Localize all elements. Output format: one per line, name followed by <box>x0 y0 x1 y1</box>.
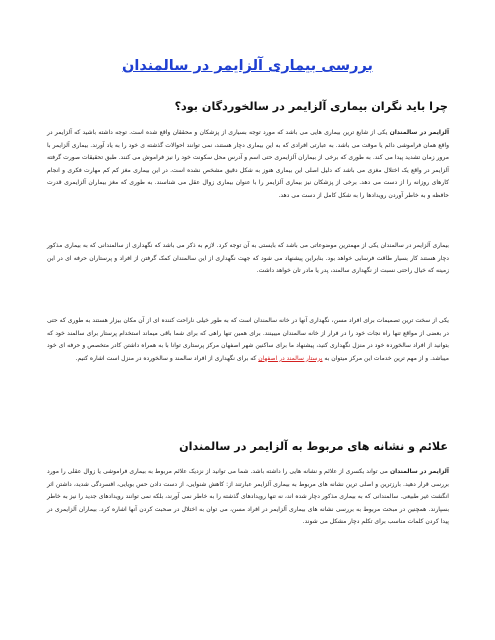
paragraph-symptoms <box>47 466 449 529</box>
paragraph-text: که برای نگهداری از افراد سالمند و سالخورده در منزل است اشاره کنیم. <box>75 354 259 362</box>
paragraph-nursing-service <box>47 315 449 365</box>
section-heading-why-worry: چرا باید نگران بیماری آلزایمر در سالخوردگان بود؟ <box>174 100 448 113</box>
paragraph-alzheimer-intro <box>47 127 449 202</box>
section-heading-symptoms: علائم و نشانه های مربوط به آلزایمر در سالمندان <box>179 440 448 453</box>
paragraph-caregiving: بیماری آلزایمر در سالمندان یکی از مهمترین موضوعاتی می باشد که بایستی به آن توجه کرد. لازم به ذکر می باشد که نگهداری از سالمندانی که به بیماری مذکور دچار هستند کار بسیار طاقت فرسایی خواهد بود. بنابراین پیشنهاد می شود که جهت نگهداری از این سالمندان کمک گرفتن از افراد و پرستاران حرفه ای در این زمینه که خیال راحتی نسبت از نگهداری سالمند، پدر یا مادر تان خواهد داشت. <box>47 242 449 274</box>
paragraph-text: یکی از سخت ترین تصمیمات برای افراد مسن، نگهداری آنها در خانه سالمندان است که به طور خیلی ناراحت کننده ای از آن مکان بیزار هستند به طوری که حتی در بعضی از مواقع تنها راه نجات خود را در فرار از خانه سالمندان میبینند. برای همین تنها راهی که برای شما باقی میماند استخدام پرستار برای سالمند خود که بتوانید از افراد سالخورده خود در منزل نگهداری کنید، پیشنهاد ما برای ساکنین شهر اصفهان مرکز پرستاری توانا با به همراه داشتن کادر متخصص و حرفه ای خود میباشد. و از مهم ترین خدمات این مرکز میتوان به <box>47 317 449 362</box>
paragraph-text: می تواند یکسری از علائم و نشانه هایی را داشته باشد. شما می توانید از نزدیک علائم مربوط به بیماری فراموشی یا زوال عقلی را مورد بررسی قرار دهید. بارزترین و اصلی ترین نشانه های مربوط به بیماری آلزایمر عبارتند از: کاهش شنوایی، از دست دادن حس بویایی، افسردگی شدید، داشتن اثر انگشت غیر طبیعی. سالمندانی که به بیماری مذکور دچار شده اند، نه تنها رویدادهای گذشته را به خاطر نمی آورند، بلکه نمی توانند رویدادهای جدید را نیز به خاطر بسپارند. همچنین در مبحث مربوط به بررسی نشانه های بیماری آلزایمر در افراد مسن، می توان به اختلال در صحبت کردن آنها اشاره کرد. بیماران آلزایمری در پیدا کردن کلمات مناسب برای تکلم دچار مشکل می شوند. <box>47 468 449 525</box>
paragraph-lead-term: آلزایمر در سالمندان <box>389 468 450 475</box>
paragraph-text: یکی از شایع ترین بیماری هایی می باشد که مورد توجه بسیاری از پزشکان و محققان واقع شده است. توجه داشته باشید که آلزایمر در واقع همان فراموشی دائم یا موقت می باشد. به عبارتی افرادی که به این بیماری دچار هستند، نمی توانند احوالات گذشته ی خود را به یاد آورند. بیماری آلزایمر با مرور زمان تشدید پیدا می کند. به طوری که برخی از بیماران آلزایمری حتی اسم و آدرس محل سکونت خود را نیز فراموش می کنند. طبق تحقیقات صورت گرفته آلزایمر در واقع یک اختلال مغزی می باشد که دلیل اصلی این بیماری هنوز به شکل دقیق مشخص نشده است. در این بیماری مغز کم کم مهارت فکری و انجام کارهای روزانه را از دست می دهد. برخی از پزشکان نیز بیماری آلزایمر را با عنوان بیماری زوال عقل می شناسند. به طوری که مغز بیماران آلزایمری قدرت حافظه و به خاطر آوردن رویدادها را به شکل کامل از دست می دهد. <box>47 129 449 199</box>
document-title: بررسی بیماری آلزایمر در سالمندان <box>122 58 373 74</box>
paragraph-lead-term: آلزایمر در سالمندان <box>389 129 450 136</box>
nurse-isfahan-link[interactable]: پرستار سالمند در اصفهان <box>258 354 323 362</box>
